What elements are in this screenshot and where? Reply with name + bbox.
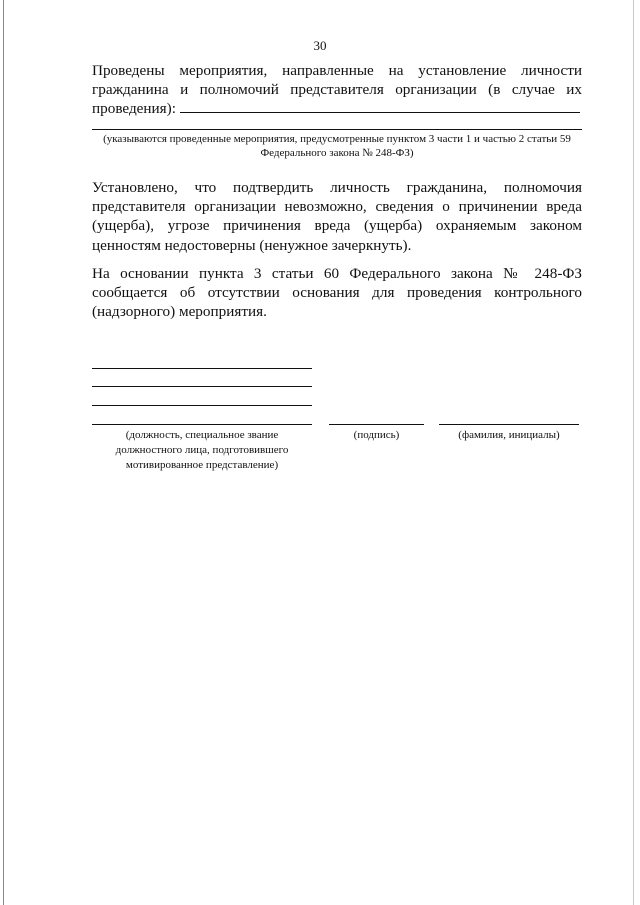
caption-signature: (подпись) <box>353 429 400 441</box>
paragraph-established: Установлено, что подтвердить личность гражданина, полномочия представителя организации невозможно, сведения о причинении вреда (ущерба), угрозе причинения вреда (ущерба) охраняемым законом ценностям недостоверны (ненужное зачеркнуть). <box>92 179 582 254</box>
scan-edge-right <box>633 0 634 905</box>
position-line-4 <box>92 424 312 425</box>
paragraph-measures-text: Проведены мероприятия, направленные на установление личности гражданина и полномочий представителя организации (в случае их проведения): <box>92 62 582 118</box>
fill-in-line-full <box>92 129 582 130</box>
fill-in-line <box>180 100 580 113</box>
page-number: 30 <box>313 38 327 53</box>
position-line-1 <box>92 368 312 369</box>
signature-line <box>329 424 424 425</box>
position-line-3 <box>92 405 312 406</box>
caption-position: (должность, специальное звание должностного лица, подготовившего мотивированное представление) <box>115 429 289 471</box>
position-line-2 <box>92 386 312 387</box>
name-line <box>439 424 579 425</box>
paragraph-basis: На основании пункта 3 статьи 60 Федерального закона № 248-ФЗ сообщается об отсутствии основания для проведения контрольного (надзорного) мероприятия. <box>92 265 582 321</box>
caption-name: (фамилия, инициалы) <box>458 429 560 441</box>
caption-measures: (указываются проведенные мероприятия, предусмотренные пунктом 3 части 1 и частью 2 статьи 59 Федерального закона № 248-ФЗ) <box>103 133 571 159</box>
paragraph-measures <box>92 61 582 119</box>
scan-edge-left <box>3 0 4 905</box>
